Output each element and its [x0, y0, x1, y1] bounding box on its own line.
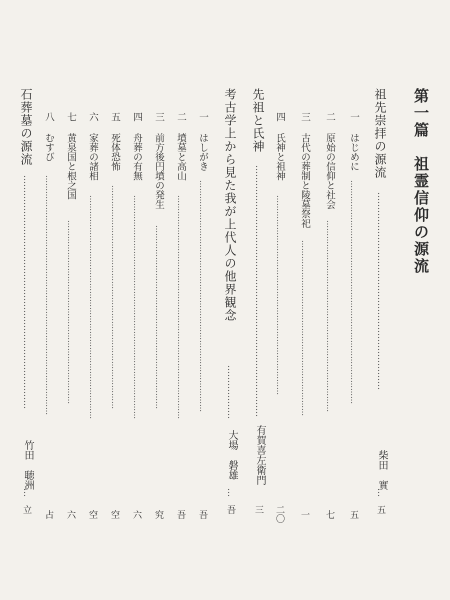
page-number: 空	[109, 510, 119, 519]
leader-dots: ………………………………………………………………	[325, 220, 334, 412]
section-number: 五	[109, 112, 120, 122]
page-number: 立	[21, 505, 31, 514]
page-number: 五	[348, 510, 358, 519]
part-title: 第一篇 祖霊信仰の源流	[412, 88, 430, 275]
page-number: 吾	[175, 510, 185, 519]
leader-dots: ……………………………………………………………	[66, 220, 75, 404]
section-number: 二	[324, 112, 335, 122]
chapter-author: 柴田 實	[376, 450, 387, 490]
page-number: 二〇	[274, 505, 284, 523]
leader-dots: …………………………………………………………	[375, 192, 385, 390]
section-entry	[132, 112, 142, 180]
chapter-author: 有賀喜左衛門	[254, 425, 265, 485]
chapter-author: 大場 磐雄	[226, 430, 237, 480]
chapter-title: 祖先崇拝の源流	[373, 88, 387, 179]
section-number: 八	[43, 112, 54, 122]
section-entry	[300, 112, 310, 228]
leader-dots: …………………………………………………………………	[275, 195, 284, 395]
section-title: はじめに	[348, 132, 359, 171]
chapter-title: 石葬墓の源流	[19, 88, 33, 166]
page-number: 空	[87, 510, 97, 519]
section-number: 六	[87, 112, 98, 122]
page-number: 六	[65, 510, 75, 519]
leader-dots: …………………………………………………………………………	[88, 195, 97, 419]
section-title: 家葬の諸相	[87, 132, 98, 181]
section-entry	[154, 112, 164, 209]
leader-dots: ……………………………………………………………………	[21, 175, 31, 409]
section-entry	[88, 112, 98, 180]
leader-dots: …………………………………………………………………………	[110, 185, 119, 409]
page-number: 三	[253, 505, 263, 514]
leader-dots: …………………………………………………………………………	[253, 165, 263, 417]
section-title: 古代の葬制と陵墓祭祀	[299, 132, 310, 228]
section-entry	[325, 112, 335, 209]
page-number: 吾	[197, 510, 207, 519]
section-number: 七	[65, 112, 76, 122]
section-number: 二	[175, 112, 186, 122]
chapter-title: 先祖と氏神	[251, 88, 265, 153]
section-title: はしがき	[197, 132, 208, 171]
page-number: 五	[375, 505, 385, 514]
section-number: 三	[153, 112, 164, 122]
page-number: 六	[131, 510, 141, 519]
chapter-author: 竹田 聴洲	[22, 440, 33, 490]
section-title: 氏神と祖神	[274, 132, 285, 181]
leader-dots: ……………………………………………………………………………	[198, 180, 207, 412]
section-entry	[44, 112, 54, 161]
section-title: 舟葬の有無	[131, 132, 142, 181]
leader-dots: …	[375, 488, 385, 497]
leader-dots: …………………………………………………………………………	[176, 195, 185, 419]
leader-dots: ……………………………………………………………	[154, 225, 163, 409]
section-title: 原始の信仰と社会	[324, 132, 335, 209]
section-entry	[275, 112, 285, 180]
section-title: 前方後円墳の発生	[153, 132, 164, 209]
leader-dots: …	[21, 488, 31, 497]
page-number: 究	[153, 510, 163, 519]
page-number: 吾	[225, 505, 235, 514]
section-number: 一	[348, 112, 359, 122]
section-title: 墳墓と高山	[175, 132, 186, 181]
leader-dots: …………………………………………………………	[300, 240, 309, 416]
section-title: 死体恐怖	[109, 132, 120, 171]
leader-dots: …………………………………………………………………………	[132, 195, 141, 419]
section-number: 三	[299, 112, 310, 122]
page-number: 一	[299, 510, 309, 519]
section-number: 四	[131, 112, 142, 122]
section-entry	[66, 112, 76, 199]
section-entry	[198, 112, 208, 171]
page-number: 占	[43, 510, 53, 519]
section-title: 黄泉国と根之国	[65, 132, 76, 200]
page-number: 七	[324, 510, 334, 519]
section-number: 一	[197, 112, 208, 122]
section-entry	[176, 112, 186, 180]
section-title: むすび	[43, 132, 54, 162]
leader-dots: ………………………………………………………………………………	[44, 175, 53, 415]
leader-dots: …	[225, 488, 235, 497]
leader-dots: …………………………………………………………………………	[349, 180, 358, 404]
section-entry	[110, 112, 120, 171]
section-number: 四	[274, 112, 285, 122]
section-entry	[349, 112, 359, 171]
leader-dots: ………………	[225, 365, 235, 419]
chapter-title: 考古学上から見た我が上代人の他界観念	[223, 88, 237, 322]
